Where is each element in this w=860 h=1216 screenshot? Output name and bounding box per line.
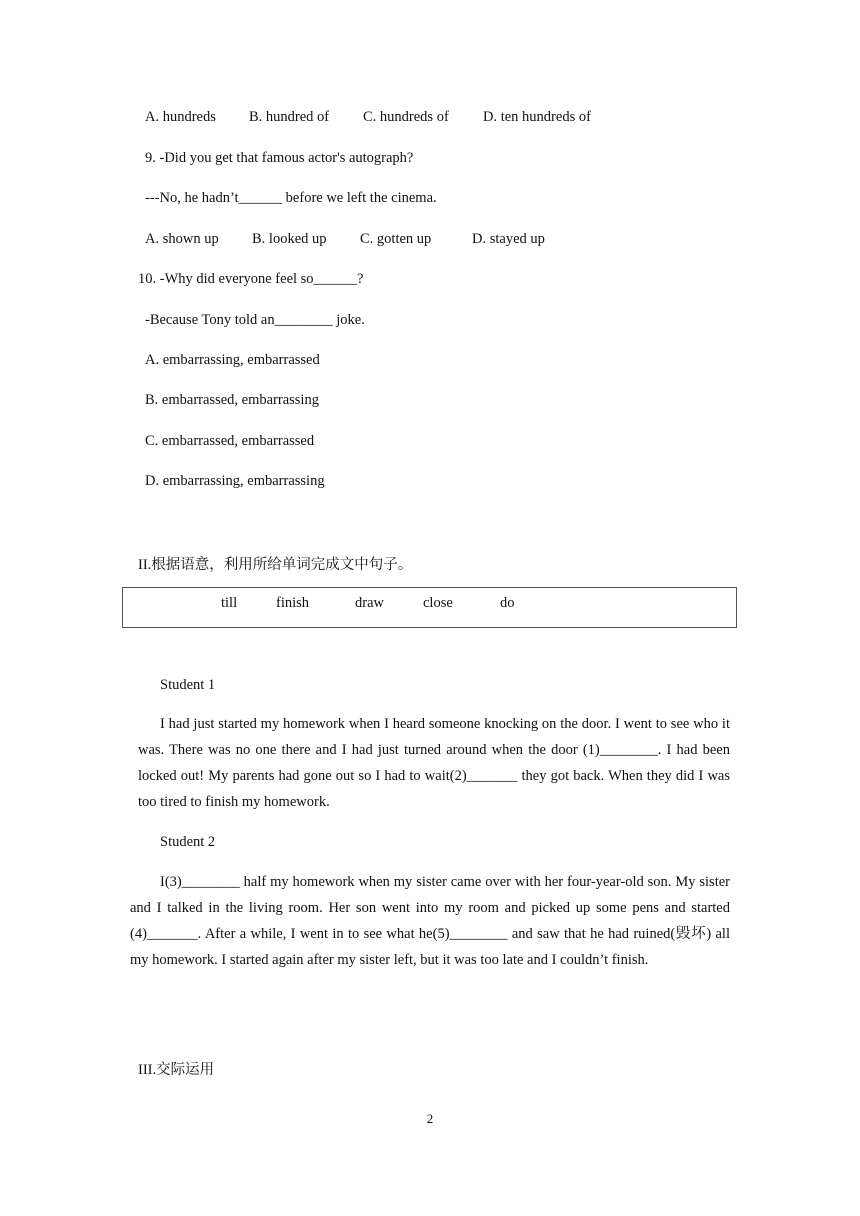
student-1-paragraph: I had just started my homework when I heard someone knocking on the door. I went to see who it was. There was no one there and I had just turned around when the door (1)________. I had been locked out! My parents had gone out so I had to wait(2)_______ they got back. When they did I was too tired to finish my homework. bbox=[138, 716, 730, 810]
q8-option-d: D. ten hundreds of bbox=[483, 109, 591, 125]
q9-option-d: D. stayed up bbox=[472, 231, 545, 247]
q9-option-a: A. shown up bbox=[145, 231, 219, 247]
q9-stem: 9. -Did you get that famous actor's autograph? bbox=[145, 150, 414, 166]
student-2-label: Student 2 bbox=[160, 834, 216, 850]
student-1-label: Student 1 bbox=[160, 677, 216, 693]
word-bank-item: draw bbox=[355, 595, 384, 611]
q10-option-c: C. embarrassed, embarrassed bbox=[145, 433, 315, 449]
q10-option-b: B. embarrassed, embarrassing bbox=[145, 392, 319, 408]
q10-option-a: A. embarrassing, embarrassed bbox=[145, 352, 320, 368]
q10-reply: -Because Tony told an________ joke. bbox=[145, 312, 365, 328]
word-bank-box bbox=[122, 587, 737, 628]
q9-options bbox=[145, 231, 545, 248]
q8-option-a: A. hundreds bbox=[145, 109, 216, 125]
q9-reply: ---No, he hadn’t______ before we left the cinema. bbox=[145, 190, 437, 206]
student-2-paragraph: I(3)________ half my homework when my sister came over with her four-year-old son. My sister and I talked in the living room. Her son went into my room and picked up some pens and started (4)_______. After a while, I went in to see what he(5)________ and saw that he had ruined(毁坏) all my homework. I started again after my sister left, but it was too late and I couldn’t finish. bbox=[130, 874, 730, 968]
word-bank-item: till bbox=[221, 595, 238, 611]
q10-stem: 10. -Why did everyone feel so______? bbox=[138, 271, 364, 287]
q8-options bbox=[145, 109, 591, 126]
word-bank-item: finish bbox=[276, 595, 310, 611]
page-number: 2 bbox=[426, 1111, 434, 1126]
section-2-title: II.根据语意，利用所给单词完成文中句子。 bbox=[138, 557, 413, 573]
section-3-title: III.交际运用 bbox=[138, 1062, 215, 1078]
q9-option-b: B. looked up bbox=[252, 231, 327, 247]
word-bank-item: do bbox=[500, 595, 515, 611]
q8-option-c: C. hundreds of bbox=[363, 109, 449, 125]
q8-option-b: B. hundred of bbox=[249, 109, 330, 125]
word-bank-item: close bbox=[423, 595, 453, 611]
q9-option-c: C. gotten up bbox=[360, 231, 432, 247]
q10-option-d: D. embarrassing, embarrassing bbox=[145, 473, 325, 489]
